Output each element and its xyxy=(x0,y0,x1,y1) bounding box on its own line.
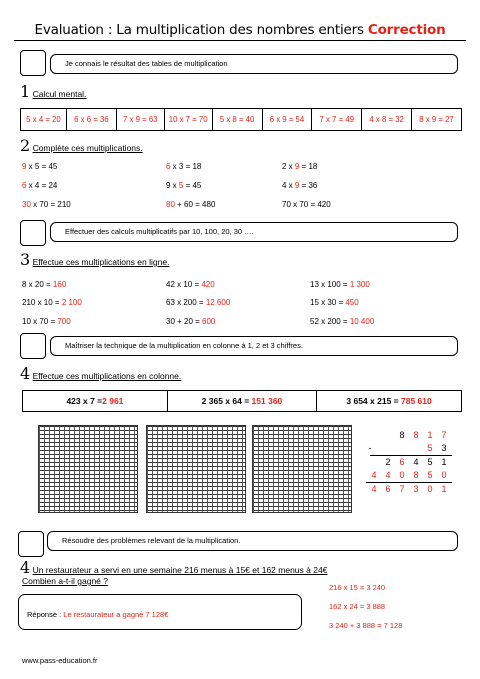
digit: 7 xyxy=(441,430,447,440)
online-item xyxy=(166,317,215,326)
equation-rest: x 5 = 45 xyxy=(26,162,58,171)
answer-label: Réponse : xyxy=(27,610,64,619)
online-item xyxy=(166,280,215,289)
online-item xyxy=(310,298,359,307)
equation-start: 70 x 70 = 420 xyxy=(282,200,331,209)
section-number: 3 xyxy=(20,250,31,269)
answer: 700 xyxy=(57,317,71,326)
digit: 5 xyxy=(427,457,433,467)
problem-calc: 216 x 15 = 3 240 xyxy=(329,583,386,592)
answer-box xyxy=(18,594,302,630)
complete-item xyxy=(282,162,317,171)
equation-rest: x 4 = 24 xyxy=(26,181,58,190)
answer: 80 xyxy=(166,200,175,209)
column-op-cell xyxy=(167,391,316,412)
digit: 2 xyxy=(385,457,391,467)
answer-text: Le restaurateur a gagné 7 128€ xyxy=(63,610,169,619)
question: 3 654 x 215 = xyxy=(346,396,401,406)
digit: 5 xyxy=(427,470,433,480)
equation-rest: + 60 = 480 xyxy=(174,200,216,209)
section-number: 2 xyxy=(20,136,31,155)
problem-calc: 3 240 + 3 888 = 7 128 xyxy=(329,621,403,630)
digit: 8 xyxy=(399,430,405,440)
mental-cell: 4 x 8 = 32 xyxy=(362,109,412,131)
section-number: 1 xyxy=(20,82,31,101)
digit: 5 xyxy=(427,443,433,453)
answer: 785 610 xyxy=(400,396,432,406)
page-title xyxy=(0,22,480,38)
section-title: Effectue ces multiplications en ligne. xyxy=(32,257,170,267)
online-item xyxy=(310,317,374,326)
problem-question: Combien a-t-il gagné ? xyxy=(22,576,108,586)
online-item xyxy=(22,280,66,289)
complete-item xyxy=(166,200,215,209)
section-number: 4 xyxy=(20,364,31,383)
complete-item xyxy=(282,181,317,190)
section-title: Effectue ces multiplications en colonne. xyxy=(32,371,182,381)
answer: 420 xyxy=(201,280,215,289)
equation-rest: x 3 = 18 xyxy=(170,162,202,171)
work-grid-2 xyxy=(146,425,246,513)
mental-cell: 6 x 6 = 36 xyxy=(66,109,116,131)
separator-line xyxy=(370,455,452,456)
digit: 0 xyxy=(441,470,447,480)
mental-cell: 10 x 7 = 70 xyxy=(164,109,212,131)
online-item xyxy=(22,317,71,326)
answer: 450 xyxy=(345,298,359,307)
section-heading-5 xyxy=(20,558,327,577)
footer-url[interactable]: www.pass-education.fr xyxy=(22,656,98,665)
answer: 1 300 xyxy=(349,280,370,289)
answer: 600 xyxy=(202,317,216,326)
skill-checkbox-1[interactable] xyxy=(20,50,46,76)
title-underline xyxy=(14,40,466,41)
answer: 6 xyxy=(22,181,27,190)
digit: 4 xyxy=(371,484,377,494)
answer: 9 xyxy=(294,162,300,171)
problem-calc: 162 x 24 = 3 888 xyxy=(329,602,386,611)
digit: 0 xyxy=(427,484,433,494)
digit: 0 xyxy=(399,470,405,480)
column-ops-table xyxy=(22,390,462,412)
question: 52 x 200 = xyxy=(310,317,350,326)
mental-cell: 8 x 9 = 27 xyxy=(412,109,462,131)
question: 63 x 200 = xyxy=(166,298,206,307)
skill-text-3: Maîtriser la technique de la multiplication en colonne à 1, 2 et 3 chiffres. xyxy=(65,341,303,350)
skill-text-4: Résoudre des problèmes relevant de la multiplication. xyxy=(62,536,241,545)
digit: 3 xyxy=(441,443,447,453)
section-heading-1 xyxy=(20,82,86,101)
answer: 2 961 xyxy=(102,396,124,406)
section-heading-3 xyxy=(20,250,169,269)
answer: 30 xyxy=(22,200,31,209)
section-title: Complète ces multiplications. xyxy=(32,143,143,153)
mental-cell: 6 x 9 = 54 xyxy=(262,109,312,131)
equation-rest: = 36 xyxy=(299,181,318,190)
section-heading-2 xyxy=(20,136,143,155)
digit: 1 xyxy=(441,457,447,467)
digit: 4 xyxy=(371,470,377,480)
section-number: 4 xyxy=(20,558,31,577)
question: 13 x 100 = xyxy=(310,280,350,289)
complete-item xyxy=(22,162,57,171)
column-op-cell xyxy=(317,391,462,412)
mental-cell: 5 x 4 = 20 xyxy=(21,109,67,131)
digit: 3 xyxy=(413,484,419,494)
answer: 160 xyxy=(52,280,67,289)
digit: 4 xyxy=(413,457,419,467)
question: 15 x 30 = xyxy=(310,298,346,307)
digit: 1 xyxy=(441,484,447,494)
question: 423 x 7 = xyxy=(66,396,103,406)
answer: 9 xyxy=(22,162,27,171)
digit: 1 xyxy=(427,430,433,440)
answer: 5 xyxy=(178,181,184,190)
question: 2 365 x 64 = xyxy=(201,396,252,406)
title-text: Evaluation : La multiplication des nombres entiers xyxy=(34,22,364,38)
digit: 7 xyxy=(399,484,405,494)
question: 10 x 70 = xyxy=(22,317,58,326)
separator-line xyxy=(366,482,452,483)
equation-start: 4 x xyxy=(282,181,295,190)
question: 8 x 20 = xyxy=(22,280,53,289)
question: 42 x 10 = xyxy=(166,280,202,289)
operator-sign: - xyxy=(368,443,372,453)
skill-checkbox-4[interactable] xyxy=(18,531,44,557)
section-title: Calcul mental. xyxy=(32,89,87,99)
online-item xyxy=(22,298,82,307)
complete-item xyxy=(282,200,331,209)
column-op-cell xyxy=(23,391,168,412)
equation-rest: x 70 = 210 xyxy=(30,200,71,209)
skill-box-2 xyxy=(50,222,458,242)
complete-item xyxy=(166,162,201,171)
online-item xyxy=(310,280,370,289)
skill-checkbox-2[interactable] xyxy=(20,220,46,246)
digit: 6 xyxy=(399,457,405,467)
online-item xyxy=(166,298,230,307)
skill-box-4 xyxy=(47,531,458,551)
complete-item xyxy=(166,181,201,190)
answer: 6 xyxy=(166,162,171,171)
equation-rest: = 18 xyxy=(299,162,318,171)
answer: 2 100 xyxy=(61,298,82,307)
answer: 12 600 xyxy=(205,298,231,307)
work-grid-3 xyxy=(252,425,352,513)
mental-cell: 7 x 9 = 63 xyxy=(116,109,164,131)
answer: 9 xyxy=(294,181,300,190)
equation-start: 9 x xyxy=(166,181,179,190)
equation-rest: = 45 xyxy=(183,181,202,190)
correction-label: Correction xyxy=(367,22,446,38)
digit: 8 xyxy=(413,470,419,480)
complete-item xyxy=(22,181,57,190)
equation-start: 2 x xyxy=(282,162,295,171)
digit: 8 xyxy=(413,430,419,440)
digit: 4 xyxy=(385,470,391,480)
section-heading-4 xyxy=(20,364,181,383)
skill-box-1 xyxy=(50,54,458,74)
skill-box-3 xyxy=(50,336,458,356)
mental-table xyxy=(20,108,462,131)
digit: 6 xyxy=(385,484,391,494)
mental-cell: 7 x 7 = 49 xyxy=(312,109,362,131)
section-title: Un restaurateur a servi en une semaine 216 menus à 15€ et 162 menus à 24€ xyxy=(32,565,328,575)
answer-line xyxy=(27,610,168,619)
skill-checkbox-3[interactable] xyxy=(20,333,46,359)
question: 30 + 20 = xyxy=(166,317,203,326)
skill-text-2: Effectuer des calculs multiplicatifs par 10, 100, 20, 30 …. xyxy=(65,227,254,236)
complete-item xyxy=(22,200,71,209)
answer: 10 400 xyxy=(349,317,375,326)
mental-cell: 5 x 8 = 40 xyxy=(212,109,262,131)
question: 210 x 10 = xyxy=(22,298,62,307)
skill-text-1: Je connais le résultat des tables de multiplication xyxy=(65,59,228,68)
work-grid-1 xyxy=(38,425,138,513)
answer: 151 360 xyxy=(251,396,283,406)
